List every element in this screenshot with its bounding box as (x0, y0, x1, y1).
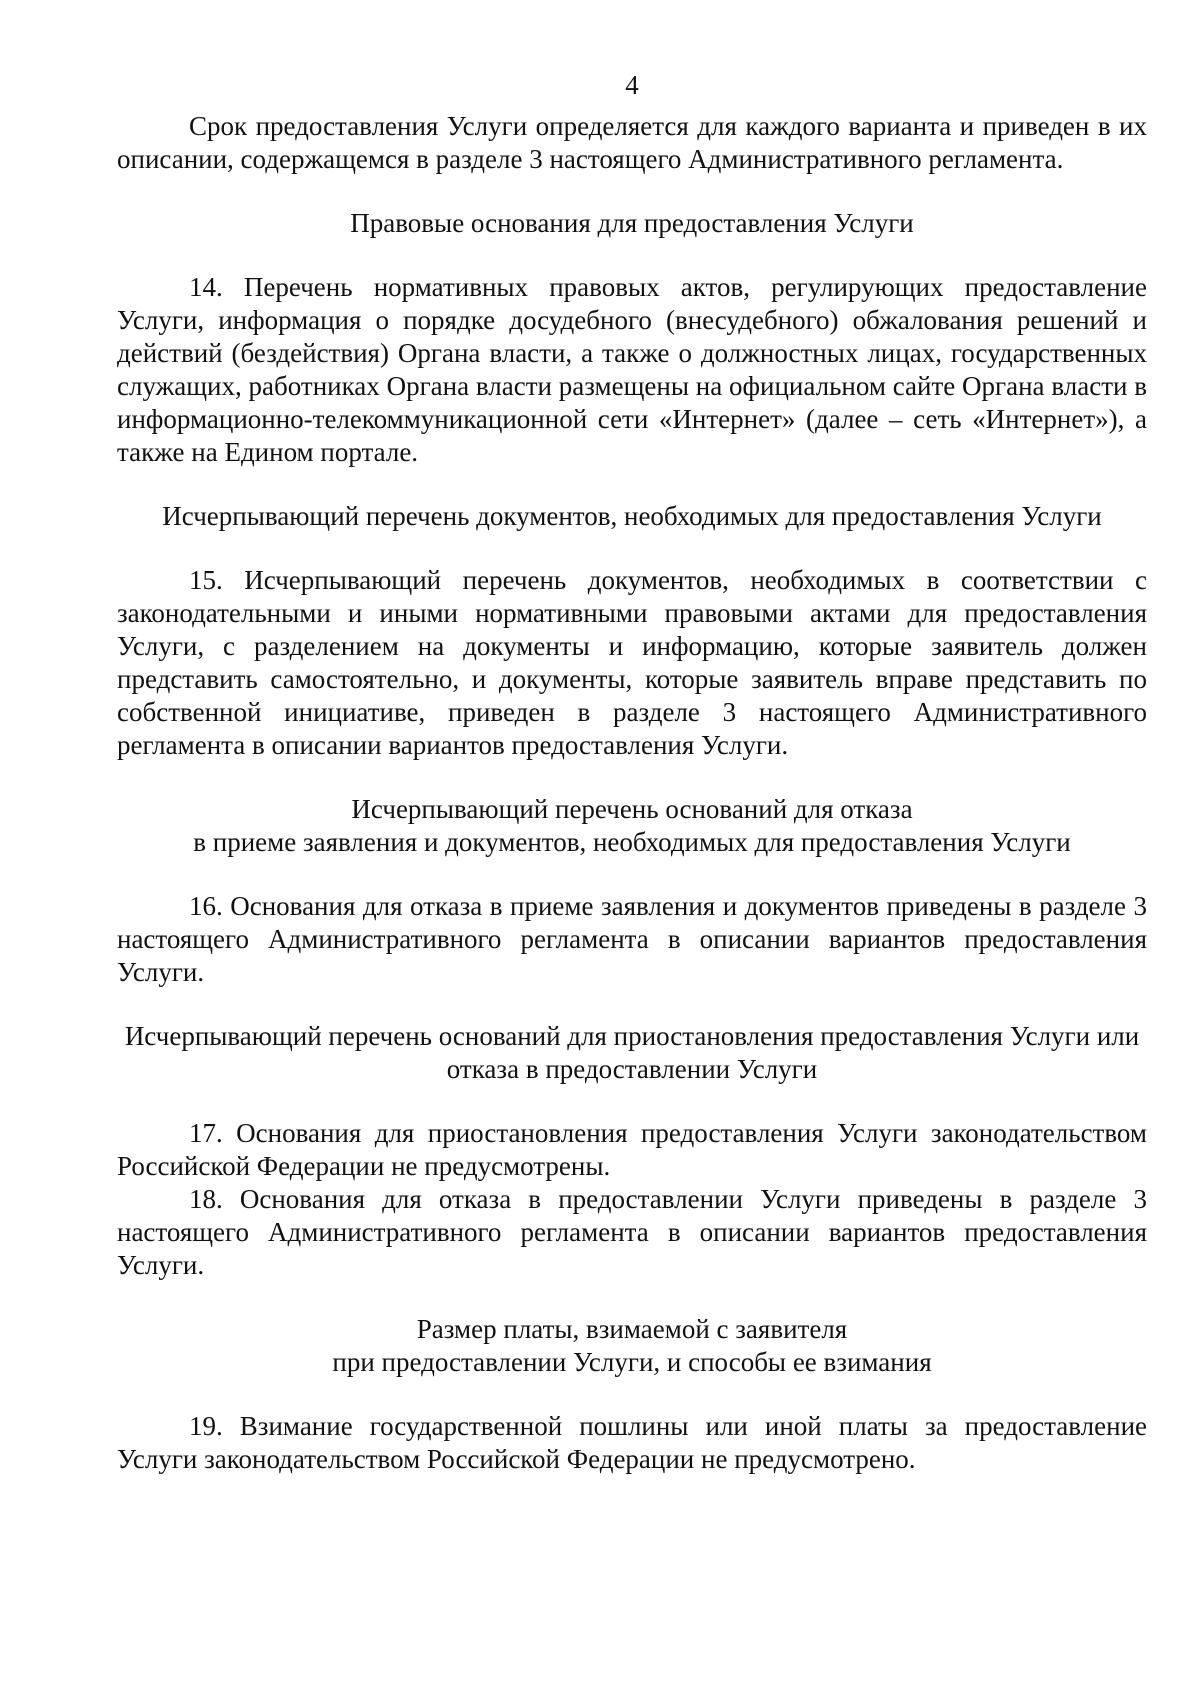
heading-legal-basis: Правовые основания для предоставления Услуги (350, 208, 914, 238)
heading-refusal-line-1: Исчерпывающий перечень оснований для отказа (351, 794, 913, 824)
paragraph-19: 19. Взимание государственной пошлины или иной платы за предоставление Услуги законодательством Российской Федерации не предусмотрено. (117, 1411, 1147, 1474)
heading-fee-line-2: при предоставлении Услуги, и способы ее взимания (332, 1347, 932, 1377)
paragraph-16: 16. Основания для отказа в приеме заявления и документов приведены в разделе 3 настоящего Административного регламента в описании вариантов предоставления Услуги. (117, 891, 1147, 987)
paragraph-18: 18. Основания для отказа в предоставлении Услуги приведены в разделе 3 настоящего Административного регламента в описании вариантов предоставления Услуги. (117, 1184, 1147, 1280)
heading-fee-line-1: Размер платы, взимаемой с заявителя (416, 1314, 848, 1344)
paragraph-14: 14. Перечень нормативных правовых актов, регулирующих предоставление Услуги, информация о порядке досудебного (внесудебного) обжалования решений и действий (бездействия) Органа власти, а также о должностных лицах, государственных служащих, работниках Органа власти размещены на официальном сайте Органа власти в информационно-телекоммуникационной сети «Интернет» (далее – сеть «Интернет»), а также на Едином портале. (117, 272, 1147, 467)
heading-fee (117, 1313, 1147, 1379)
paragraph-17: 17. Основания для приостановления предоставления Услуги законодательством Российской Федерации не предусмотрены. (117, 1118, 1147, 1181)
heading-suspension-grounds: Исчерпывающий перечень оснований для приостановления предоставления Услуги или отказа в предоставлении Услуги (124, 1021, 1140, 1084)
heading-refusal-line-2: в приеме заявления и документов, необходимых для предоставления Услуги (193, 827, 1071, 857)
document-page (117, 68, 1147, 1476)
heading-documents-list (117, 500, 1147, 533)
heading-documents-text: Исчерпывающий перечень документов, необходимых для предоставления Услуги (162, 501, 1102, 531)
intro-paragraph: Срок предоставления Услуги определяется для каждого варианта и приведен в их описании, содержащемся в разделе 3 настоящего Административного регламента. (117, 111, 1147, 174)
page-number: 4 (625, 70, 639, 100)
heading-refusal-grounds (117, 793, 1147, 859)
paragraph-15: 15. Исчерпывающий перечень документов, необходимых в соответствии с законодательными и иными нормативными правовыми актами для предоставления Услуги, с разделением на документы и информацию, которые заявитель должен представить самостоятельно, и документы, которые заявитель вправе представить по собственной инициативе, приведен в разделе 3 настоящего Административного регламента в описании вариантов предоставления Услуги. (117, 565, 1147, 760)
